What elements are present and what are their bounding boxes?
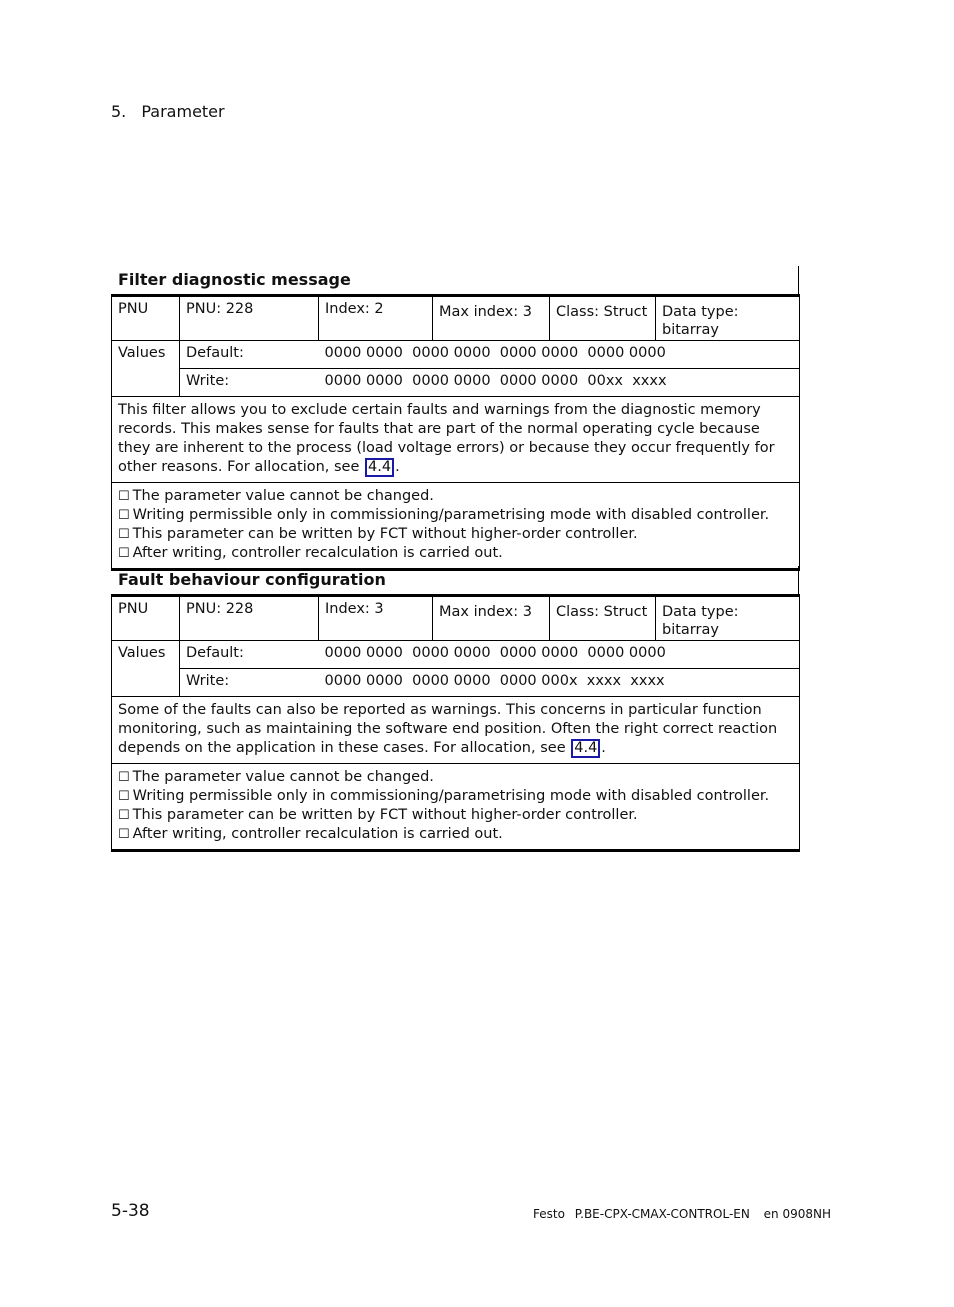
write-row bbox=[112, 369, 800, 397]
section-link[interactable]: 4.4 bbox=[571, 739, 600, 758]
check-item bbox=[118, 506, 793, 525]
checkbox-icon: ☐ bbox=[118, 489, 130, 504]
checkbox-icon: ☐ bbox=[118, 808, 130, 823]
check-text: The parameter value cannot be changed. bbox=[132, 769, 434, 785]
check-text: After writing, controller recalculation is carried out. bbox=[132, 545, 503, 561]
data-type-value: Data type: bitarray bbox=[656, 296, 800, 341]
section-link[interactable]: 4.4 bbox=[365, 458, 394, 477]
description-end: . bbox=[395, 459, 400, 475]
check-item bbox=[118, 768, 793, 787]
pnu-label: PNU bbox=[112, 296, 180, 341]
check-text: Writing permissible only in commissioning/parametrising mode with disabled controller. bbox=[132, 788, 770, 804]
block-title: Filter diagnostic message bbox=[111, 266, 799, 294]
max-index-value: Max index: 3 bbox=[433, 596, 550, 641]
checkbox-list bbox=[112, 764, 800, 851]
chapter-header bbox=[111, 102, 225, 121]
check-text: This parameter can be written by FCT without higher-order controller. bbox=[132, 807, 638, 823]
check-item bbox=[118, 787, 793, 806]
pnu-label: PNU bbox=[112, 596, 180, 641]
default-value: 0000 0000 0000 0000 0000 0000 0000 0000 bbox=[319, 641, 800, 669]
parameter-table bbox=[111, 594, 800, 852]
index-value: Index: 3 bbox=[319, 596, 433, 641]
max-index-value: Max index: 3 bbox=[433, 296, 550, 341]
check-text: After writing, controller recalculation is carried out. bbox=[132, 826, 503, 842]
check-text: Writing permissible only in commissioning/parametrising mode with disabled controller. bbox=[132, 507, 770, 523]
checkbox-icon: ☐ bbox=[118, 527, 130, 542]
write-row bbox=[112, 669, 800, 697]
chapter-number: 5. bbox=[111, 102, 127, 121]
write-value: 0000 0000 0000 0000 0000 0000 00xx xxxx bbox=[319, 369, 800, 397]
footer-company: Festo bbox=[533, 1207, 565, 1221]
footer-doc-info bbox=[533, 1207, 831, 1221]
description bbox=[112, 697, 800, 764]
checkbox-icon: ☐ bbox=[118, 770, 130, 785]
default-value: 0000 0000 0000 0000 0000 0000 0000 0000 bbox=[319, 341, 800, 369]
check-text: This parameter can be written by FCT without higher-order controller. bbox=[132, 526, 638, 542]
check-item bbox=[118, 806, 793, 825]
description-end: . bbox=[601, 740, 606, 756]
checks-row bbox=[112, 764, 800, 851]
pnu-value: PNU: 228 bbox=[180, 296, 319, 341]
check-item bbox=[118, 487, 793, 506]
default-label: Default: bbox=[180, 641, 319, 669]
pnu-row bbox=[112, 596, 800, 641]
description-text: Some of the faults can also be reported as warnings. This concerns in particular function monitoring, such as maintaining the software end position. Often the right correct reaction depends on the application in these cases. For allocation, see bbox=[118, 702, 778, 756]
write-value: 0000 0000 0000 0000 0000 000x xxxx xxxx bbox=[319, 669, 800, 697]
values-label: Values bbox=[112, 641, 180, 697]
footer-version: en 0908NH bbox=[763, 1207, 832, 1221]
description-row bbox=[112, 697, 800, 764]
pnu-value: PNU: 228 bbox=[180, 596, 319, 641]
footer-doc-id: P.BE-CPX-CMAX-CONTROL-EN bbox=[574, 1207, 750, 1221]
check-text: The parameter value cannot be changed. bbox=[132, 488, 434, 504]
default-row bbox=[112, 341, 800, 369]
description-row bbox=[112, 397, 800, 483]
block-title: Fault behaviour configuration bbox=[111, 566, 799, 594]
values-label: Values bbox=[112, 341, 180, 397]
checkbox-list bbox=[112, 483, 800, 570]
class-value: Class: Struct bbox=[550, 296, 656, 341]
checkbox-icon: ☐ bbox=[118, 546, 130, 561]
description bbox=[112, 397, 800, 483]
index-value: Index: 2 bbox=[319, 296, 433, 341]
parameter-block-fault-behaviour bbox=[111, 566, 799, 852]
checkbox-icon: ☐ bbox=[118, 508, 130, 523]
pnu-row bbox=[112, 296, 800, 341]
write-label: Write: bbox=[180, 669, 319, 697]
write-label: Write: bbox=[180, 369, 319, 397]
check-item bbox=[118, 544, 793, 563]
page-number: 5-38 bbox=[111, 1201, 150, 1221]
description-text: This filter allows you to exclude certain faults and warnings from the diagnostic memory records. This makes sense for faults that are part of the normal operating cycle because they are inherent to the process (load voltage errors) or because they occur frequently for other reasons. For allocation, see bbox=[118, 402, 775, 475]
checkbox-icon: ☐ bbox=[118, 789, 130, 804]
check-item bbox=[118, 825, 793, 844]
default-row bbox=[112, 641, 800, 669]
check-item bbox=[118, 525, 793, 544]
chapter-title: Parameter bbox=[141, 102, 225, 121]
checks-row bbox=[112, 483, 800, 570]
data-type-value: Data type: bitarray bbox=[656, 596, 800, 641]
parameter-table bbox=[111, 294, 800, 571]
default-label: Default: bbox=[180, 341, 319, 369]
checkbox-icon: ☐ bbox=[118, 827, 130, 842]
class-value: Class: Struct bbox=[550, 596, 656, 641]
parameter-block-filter-diagnostic bbox=[111, 266, 799, 571]
